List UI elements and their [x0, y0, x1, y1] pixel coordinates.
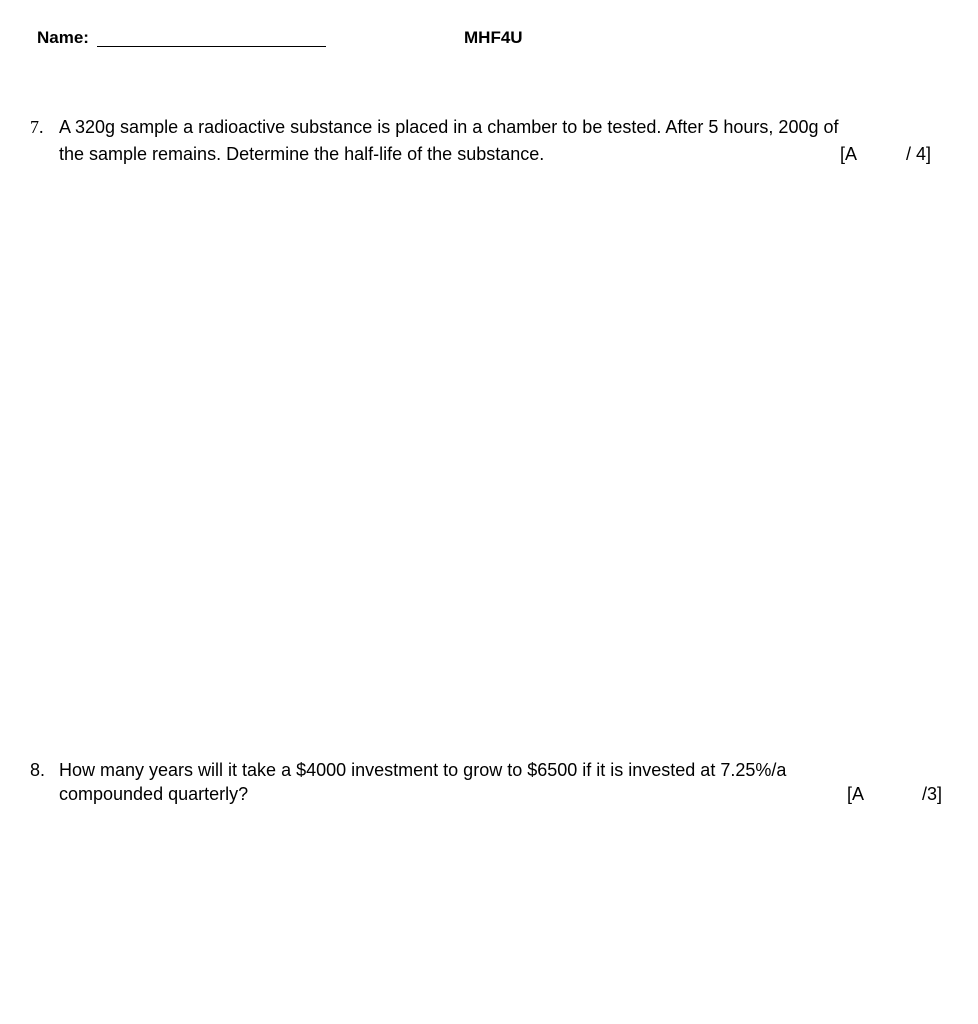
name-label: Name:	[37, 28, 89, 47]
mark-value: /3]	[922, 784, 943, 804]
question-number: 8.	[30, 760, 46, 780]
question-text-line-2: compounded quarterly?	[59, 784, 249, 804]
name-blank-line	[97, 46, 326, 47]
course-code: MHF4U	[464, 28, 523, 47]
question-text-line-1: How many years will it take a $4000 investment to grow to $6500 if it is invested at 7.25%/a	[59, 760, 787, 780]
question-number: 7.	[30, 117, 44, 137]
mark-category: [A	[840, 144, 858, 164]
question-text-line-2: the sample remains. Determine the half-life of the substance.	[59, 144, 545, 164]
question-text-line-1: A 320g sample a radioactive substance is placed in a chamber to be tested. After 5 hours, 200g of	[59, 117, 839, 137]
mark-value: / 4]	[906, 144, 932, 164]
mark-category: [A	[847, 784, 865, 804]
